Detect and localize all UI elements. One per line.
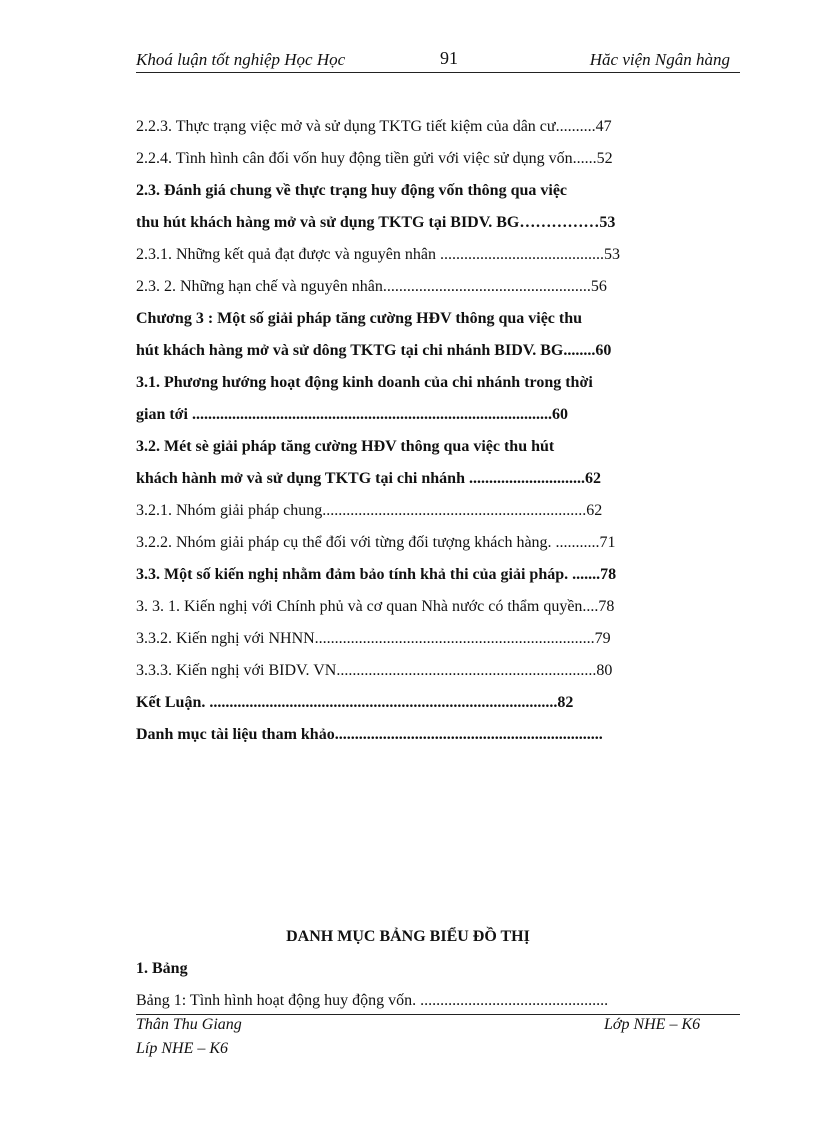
toc-entry: 3.3.3. Kiến nghị với BIDV. VN.................................................................80 bbox=[136, 662, 613, 679]
toc-entry: hút khách hàng mở và sử dông TKTG tại chi nhánh BIDV. BG........60 bbox=[136, 342, 612, 359]
toc-entry: 2.2.3. Thực trạng việc mở và sử dụng TKTG tiết kiệm của dân cư..........47 bbox=[136, 118, 612, 135]
page-number: 91 bbox=[440, 48, 458, 68]
toc-entry: 3.3.2. Kiến nghị với NHNN......................................................................79 bbox=[136, 630, 611, 647]
toc-entry: 2.2.4. Tình hình cân đối vốn huy động tiền gửi với việc sử dụng vốn......52 bbox=[136, 150, 613, 167]
footer-divider bbox=[136, 1014, 740, 1015]
toc-entry: 3.2.2. Nhóm giải pháp cụ thể đối với từng đối tượng khách hàng. ...........71 bbox=[136, 534, 616, 551]
toc-entry: Kết Luận. .......................................................................................82 bbox=[136, 694, 574, 711]
footer-class-right: Lớp NHE – K6 bbox=[604, 1016, 701, 1033]
toc-entry: 3.2.1. Nhóm giải pháp chung..................................................................62 bbox=[136, 502, 603, 519]
toc-entry: Danh mục tài liệu tham khảo................................................................... bbox=[136, 726, 603, 743]
toc-entry: Chương 3 : Một số giải pháp tăng cường HĐV thông qua việc thu bbox=[136, 310, 583, 327]
footer-class-left: Líp NHE – K6 bbox=[136, 1040, 229, 1057]
footer-author: Thân Thu Giang bbox=[136, 1016, 242, 1033]
toc-entry: khách hành mở và sử dụng TKTG tại chi nhánh .............................62 bbox=[136, 470, 601, 487]
list-of-tables-title: DANH MỤC BẢNG BIỂU ĐỒ THỊ bbox=[286, 928, 530, 945]
toc-entry: 2.3. Đánh giá chung về thực trạng huy động vốn thông qua việc bbox=[136, 182, 568, 199]
toc-entry: thu hút khách hàng mở và sử dụng TKTG tại BIDV. BG……………53 bbox=[136, 214, 616, 231]
toc-entry: 2.3.1. Những kết quả đạt được và nguyên nhân .........................................53 bbox=[136, 246, 620, 263]
toc-entry: 3.3. Một số kiến nghị nhằm đảm bảo tính khả thi của giải pháp. .......78 bbox=[136, 566, 617, 583]
page-header bbox=[136, 48, 740, 73]
toc-entry: 3. 3. 1. Kiến nghị với Chính phủ và cơ quan Nhà nước có thẩm quyền....78 bbox=[136, 598, 615, 615]
tables-subheading: 1. Bảng bbox=[136, 960, 188, 977]
table-entry: Bảng 1: Tình hình hoạt động huy động vốn. ............................................... bbox=[136, 992, 609, 1009]
toc-entry: 3.1. Phương hướng hoạt động kinh doanh của chi nhánh trong thời bbox=[136, 374, 593, 391]
table-of-contents bbox=[136, 111, 712, 751]
header-institution: Hăc viện Ngân hàng bbox=[589, 50, 730, 69]
header-thesis-title: Khoá luận tốt nghiệp Học Học bbox=[136, 50, 346, 69]
toc-entry: 2.3. 2. Những hạn chế và nguyên nhân....................................................56 bbox=[136, 278, 607, 295]
toc-entry: gian tới ..........................................................................................60 bbox=[136, 406, 568, 423]
toc-entry: 3.2. Mét sè giải pháp tăng cường HĐV thông qua việc thu hút bbox=[136, 438, 555, 455]
